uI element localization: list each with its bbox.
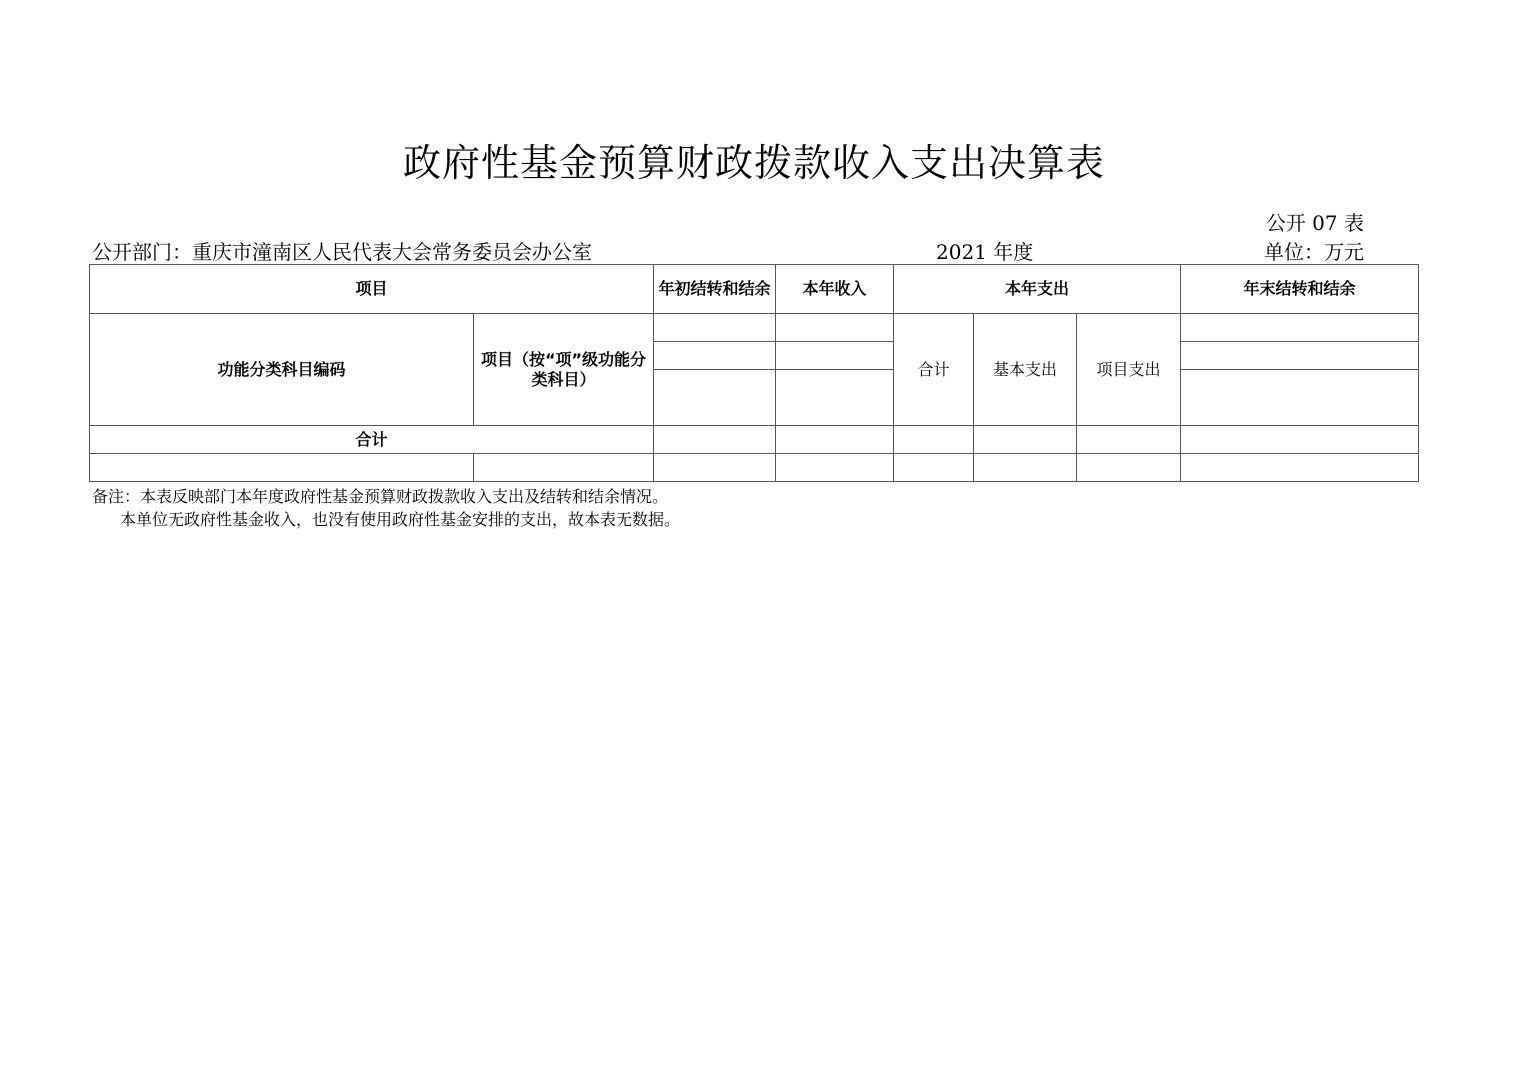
note-line-1: 备注：本表反映部门本年度政府性基金预算财政拨款收入支出及结转和结余情况。 xyxy=(92,487,669,506)
table-number: 公开 07 表 xyxy=(1265,211,1364,235)
empty-cell xyxy=(1181,370,1419,426)
header-expense-total: 合计 xyxy=(894,314,974,426)
header-expense: 本年支出 xyxy=(894,265,1181,314)
department-label: 公开部门：重庆市潼南区人民代表大会常务委员会办公室 xyxy=(92,240,592,264)
empty-cell xyxy=(894,426,974,454)
empty-cell xyxy=(776,370,894,426)
empty-cell xyxy=(894,454,974,482)
empty-cell xyxy=(654,426,776,454)
page-title: 政府性基金预算财政拨款收入支出决算表 xyxy=(402,141,1105,185)
header-func-code: 功能分类科目编码 xyxy=(90,314,474,426)
header-expense-project: 项目支出 xyxy=(1077,314,1181,426)
empty-cell xyxy=(654,342,776,370)
empty-cell xyxy=(1181,314,1419,342)
empty-cell xyxy=(776,426,894,454)
header-end-balance: 年末结转和结余 xyxy=(1181,265,1419,314)
empty-cell xyxy=(1181,454,1419,482)
unit-label: 单位：万元 xyxy=(1264,240,1364,264)
empty-cell xyxy=(974,454,1077,482)
empty-cell xyxy=(1077,454,1181,482)
empty-cell xyxy=(654,370,776,426)
header-income: 本年收入 xyxy=(776,265,894,314)
header-item: 项目 xyxy=(90,265,654,314)
empty-cell xyxy=(776,314,894,342)
header-row-2 xyxy=(90,314,1419,342)
empty-cell xyxy=(90,454,474,482)
empty-cell xyxy=(474,454,654,482)
empty-cell xyxy=(974,426,1077,454)
meta-row xyxy=(92,236,1364,262)
empty-cell xyxy=(1077,426,1181,454)
header-row-1 xyxy=(90,265,1419,314)
header-begin-balance: 年初结转和结余 xyxy=(654,265,776,314)
note-line-2: 本单位无政府性基金收入，也没有使用政府性基金安排的支出，故本表无数据。 xyxy=(120,510,681,529)
empty-cell xyxy=(776,342,894,370)
empty-cell xyxy=(654,454,776,482)
header-item-by-level: 项目（按“项”级功能分类科目） xyxy=(474,314,654,426)
empty-cell xyxy=(776,454,894,482)
total-row xyxy=(90,426,1419,454)
total-label: 合计 xyxy=(90,426,654,454)
empty-cell xyxy=(654,314,776,342)
notes xyxy=(92,485,680,531)
year-label: 2021 年度 xyxy=(936,240,1034,264)
table-row xyxy=(90,454,1419,482)
header-expense-basic: 基本支出 xyxy=(974,314,1077,426)
empty-cell xyxy=(1181,342,1419,370)
budget-table xyxy=(89,264,1419,482)
empty-cell xyxy=(1181,426,1419,454)
